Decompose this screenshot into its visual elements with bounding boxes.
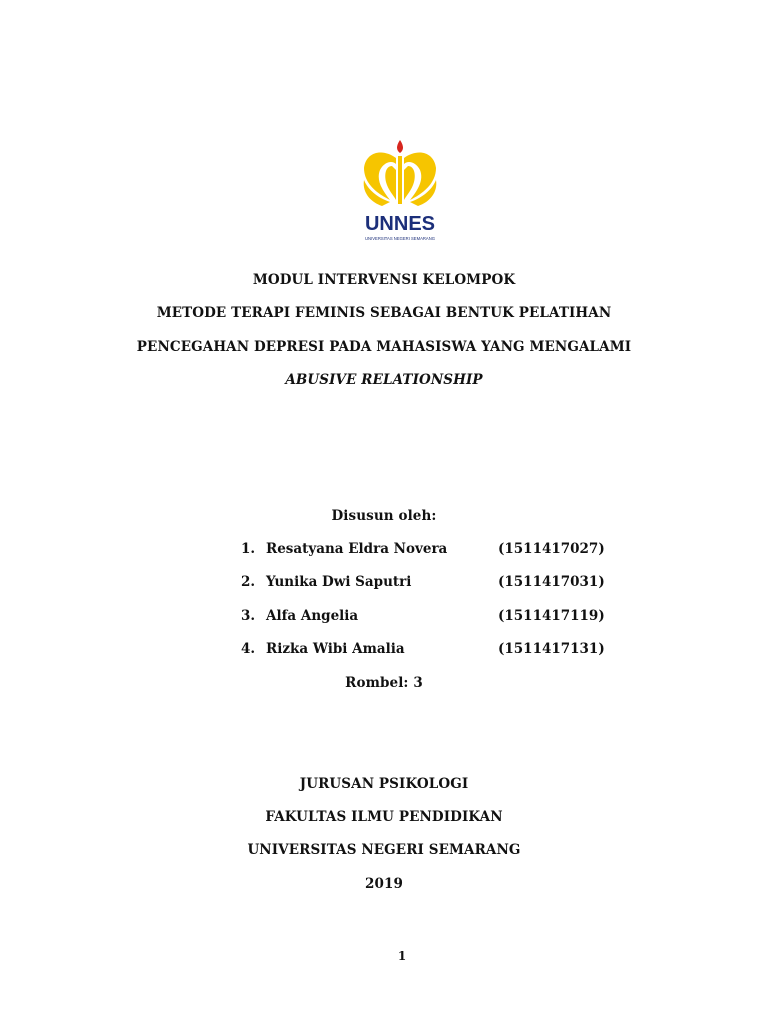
author-row	[241, 541, 605, 559]
author-number: 3.	[241, 608, 256, 624]
author-nim: (1511417119)	[498, 608, 605, 624]
author-name: Rizka Wibi Amalia	[266, 641, 405, 657]
author-name: Yunika Dwi Saputri	[266, 574, 412, 590]
author-number: 4.	[241, 641, 256, 657]
author-row	[241, 641, 605, 659]
publication-year: 2019	[365, 876, 403, 892]
author-row	[241, 574, 605, 592]
unnes-logo	[352, 136, 448, 246]
faculty-name: FAKULTAS ILMU PENDIDIKAN	[265, 809, 503, 825]
rombel-label: Rombel: 3	[345, 675, 423, 691]
page-number: 1	[397, 949, 407, 963]
title-line-4: ABUSIVE RELATIONSHIP	[285, 372, 483, 388]
university-name: UNIVERSITAS NEGERI SEMARANG	[247, 842, 521, 858]
author-name: Alfa Angelia	[266, 608, 359, 624]
author-nim: (1511417131)	[498, 641, 605, 657]
logo-wordmark: UNNES	[364, 213, 436, 235]
department-name: JURUSAN PSIKOLOGI	[299, 776, 469, 792]
title-line-3: PENCEGAHAN DEPRESI PADA MAHASISWA YANG MENGALAMI	[136, 339, 632, 355]
logo-tagline: UNIVERSITAS NEGERI SEMARANG	[365, 236, 435, 241]
title-line-2: METODE TERAPI FEMINIS SEBAGAI BENTUK PELATIHAN	[156, 305, 612, 321]
author-row	[241, 608, 605, 626]
flame-icon	[397, 140, 403, 153]
author-number: 2.	[241, 574, 256, 590]
author-name: Resatyana Eldra Novera	[266, 541, 448, 557]
author-nim: (1511417031)	[498, 574, 605, 590]
authors-heading: Disusun oleh:	[331, 508, 437, 524]
title-line-1: MODUL INTERVENSI KELOMPOK	[252, 272, 516, 288]
author-nim: (1511417027)	[498, 541, 605, 557]
author-number: 1.	[241, 541, 256, 557]
